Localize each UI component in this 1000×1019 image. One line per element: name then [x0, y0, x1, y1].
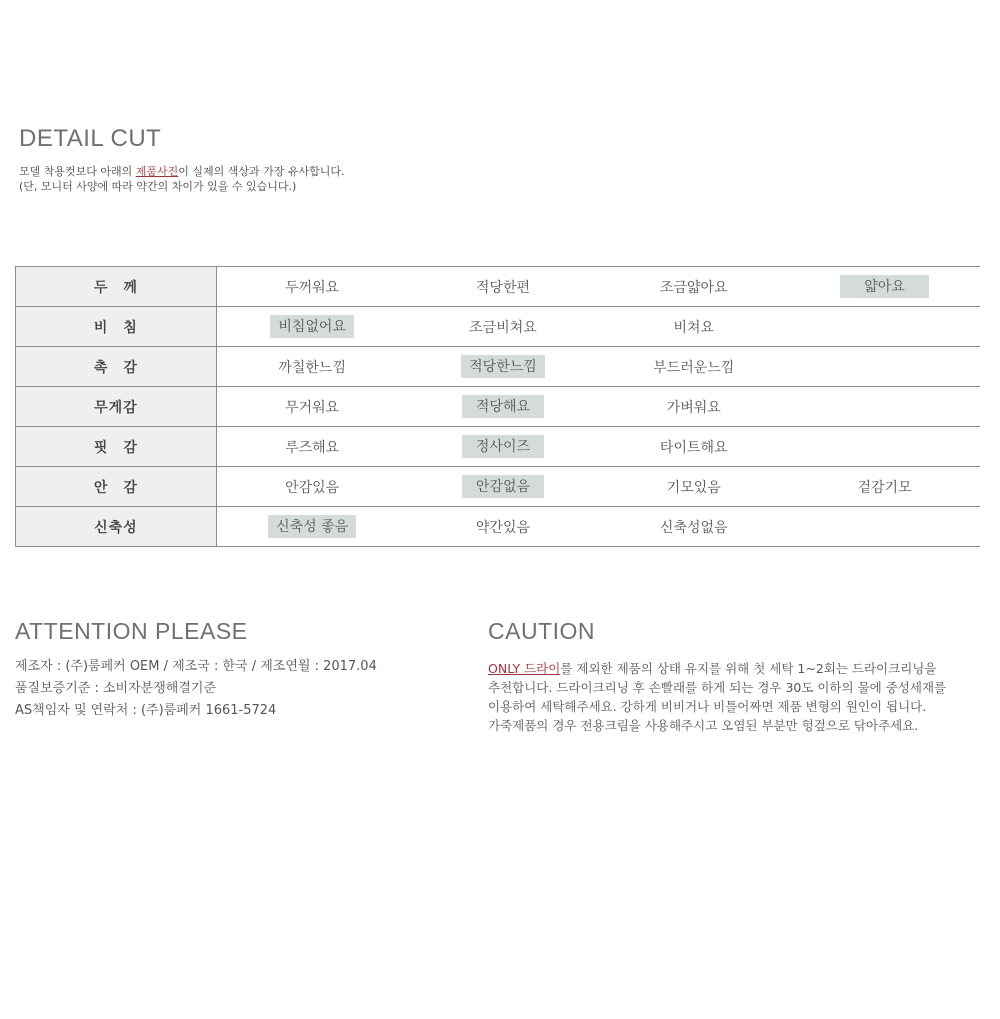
- attention-body: [15, 656, 377, 722]
- option-text: 루즈해요: [285, 439, 340, 456]
- spec-label: 비 침: [16, 307, 217, 347]
- only-dry-highlight: ONLY 드라이: [488, 661, 561, 676]
- warranty-info: 품질보증기준 : 소비자분쟁해결기준: [15, 681, 217, 696]
- caution-line: 가죽제품의 경우 전용크림을 사용해주시고 오염된 부분만 헝겊으로 닦아주세요.: [488, 718, 919, 733]
- spec-label: 안 감: [16, 467, 217, 507]
- caution-title: CAUTION: [488, 618, 595, 644]
- caution-line: 이용하여 세탁해주세요. 강하게 비비거나 비틀어짜면 제품 변형의 원인이 됩니다.: [488, 699, 927, 714]
- option-text: 가벼워요: [666, 399, 721, 416]
- caution-line: [488, 659, 948, 678]
- spec-option: [598, 267, 789, 307]
- option-text: 타이트해요: [659, 439, 728, 456]
- spec-label: 촉 감: [16, 347, 217, 387]
- spec-option: [216, 347, 407, 387]
- spec-option: [408, 427, 599, 467]
- caution-text: 를 제외한 제품의 상태 유지를 위해 첫 세탁 1~2회는 드라이크리닝을: [560, 661, 937, 676]
- spec-option: [789, 347, 980, 387]
- spec-option: [598, 347, 789, 387]
- note-text: 모델 착용컷보다 아래의: [19, 165, 136, 178]
- selected-option: 얇아요: [840, 275, 929, 298]
- spec-option: [408, 347, 599, 387]
- note-text: 이 실제의 색상과 가장 유사합니다.: [178, 165, 345, 178]
- spec-label: 핏 감: [16, 427, 217, 467]
- option-text: 부드러운느낌: [653, 359, 735, 376]
- option-text: 조금비쳐요: [469, 319, 537, 336]
- as-contact-info: AS책임자 및 연락처 : (주)룸페커 1661-5724: [15, 703, 277, 718]
- option-text: 적당한편: [475, 279, 531, 296]
- selected-option: 신축성 좋음: [268, 515, 356, 538]
- spec-row: [16, 387, 981, 427]
- spec-option: [216, 267, 407, 307]
- spec-option: [598, 307, 789, 347]
- product-photo-highlight: 제품사진: [135, 165, 179, 178]
- spec-option: [789, 427, 980, 467]
- spec-option: [789, 507, 980, 547]
- spec-label: 무게감: [16, 387, 217, 427]
- spec-label: 두 께: [16, 267, 217, 307]
- option-text: 무거워요: [285, 399, 340, 416]
- spec-option: [408, 467, 599, 507]
- spec-row: [16, 307, 981, 347]
- option-text: 까칠한느낌: [278, 359, 346, 376]
- selected-option: 안감없음: [462, 475, 544, 498]
- caution-line: 추천합니다. 드라이크리닝 후 손빨래를 하게 되는 경우 30도 이하의 물에 중성세재를: [488, 680, 947, 695]
- spec-option: [408, 507, 599, 547]
- spec-option: [408, 387, 599, 427]
- spec-option: [216, 387, 407, 427]
- option-text: 안감있음: [285, 479, 340, 496]
- caution-body: [488, 659, 948, 735]
- spec-row: [16, 267, 981, 307]
- spec-option: [408, 267, 599, 307]
- spec-option: [216, 427, 407, 467]
- selected-option: 비침없어요: [270, 315, 354, 338]
- manufacturer-info: 제조자 : (주)룸페커 OEM / 제조국 : 한국 / 제조연월 : 2017.04: [15, 659, 377, 674]
- spec-row: [16, 347, 981, 387]
- spec-label: 신축성: [16, 507, 217, 547]
- spec-option: [598, 427, 789, 467]
- option-text: 두꺼워요: [285, 279, 340, 296]
- spec-option: [789, 467, 980, 507]
- option-text: 겉감기모: [857, 479, 912, 496]
- detail-note-line1: [19, 164, 345, 179]
- spec-option: [598, 467, 789, 507]
- option-text: 기모있음: [666, 479, 721, 496]
- spec-option: [789, 387, 980, 427]
- spec-option: [216, 507, 407, 547]
- selected-option: 적당한느낌: [461, 355, 545, 378]
- selected-option: 정사이즈: [462, 435, 544, 458]
- detail-cut-title: DETAIL CUT: [19, 125, 162, 152]
- detail-note-line2: (단, 모니터 사양에 따라 약간의 차이가 있을 수 있습니다.): [19, 180, 297, 193]
- attention-title: ATTENTION PLEASE: [15, 618, 248, 644]
- spec-row: [16, 427, 981, 467]
- spec-option: [408, 307, 599, 347]
- spec-option: [216, 467, 407, 507]
- detail-note: [19, 164, 345, 194]
- spec-option: [789, 267, 980, 307]
- spec-row: [16, 467, 981, 507]
- option-text: 약간있음: [475, 519, 531, 536]
- option-text: 조금얇아요: [659, 279, 728, 296]
- option-text: 신축성없음: [659, 519, 728, 536]
- spec-option: [598, 507, 789, 547]
- option-text: 비쳐요: [673, 319, 715, 336]
- product-spec-table: [15, 266, 980, 547]
- spec-option: [789, 307, 980, 347]
- spec-row: [16, 507, 981, 547]
- selected-option: 적당해요: [462, 395, 544, 418]
- spec-option: [216, 307, 407, 347]
- spec-option: [598, 387, 789, 427]
